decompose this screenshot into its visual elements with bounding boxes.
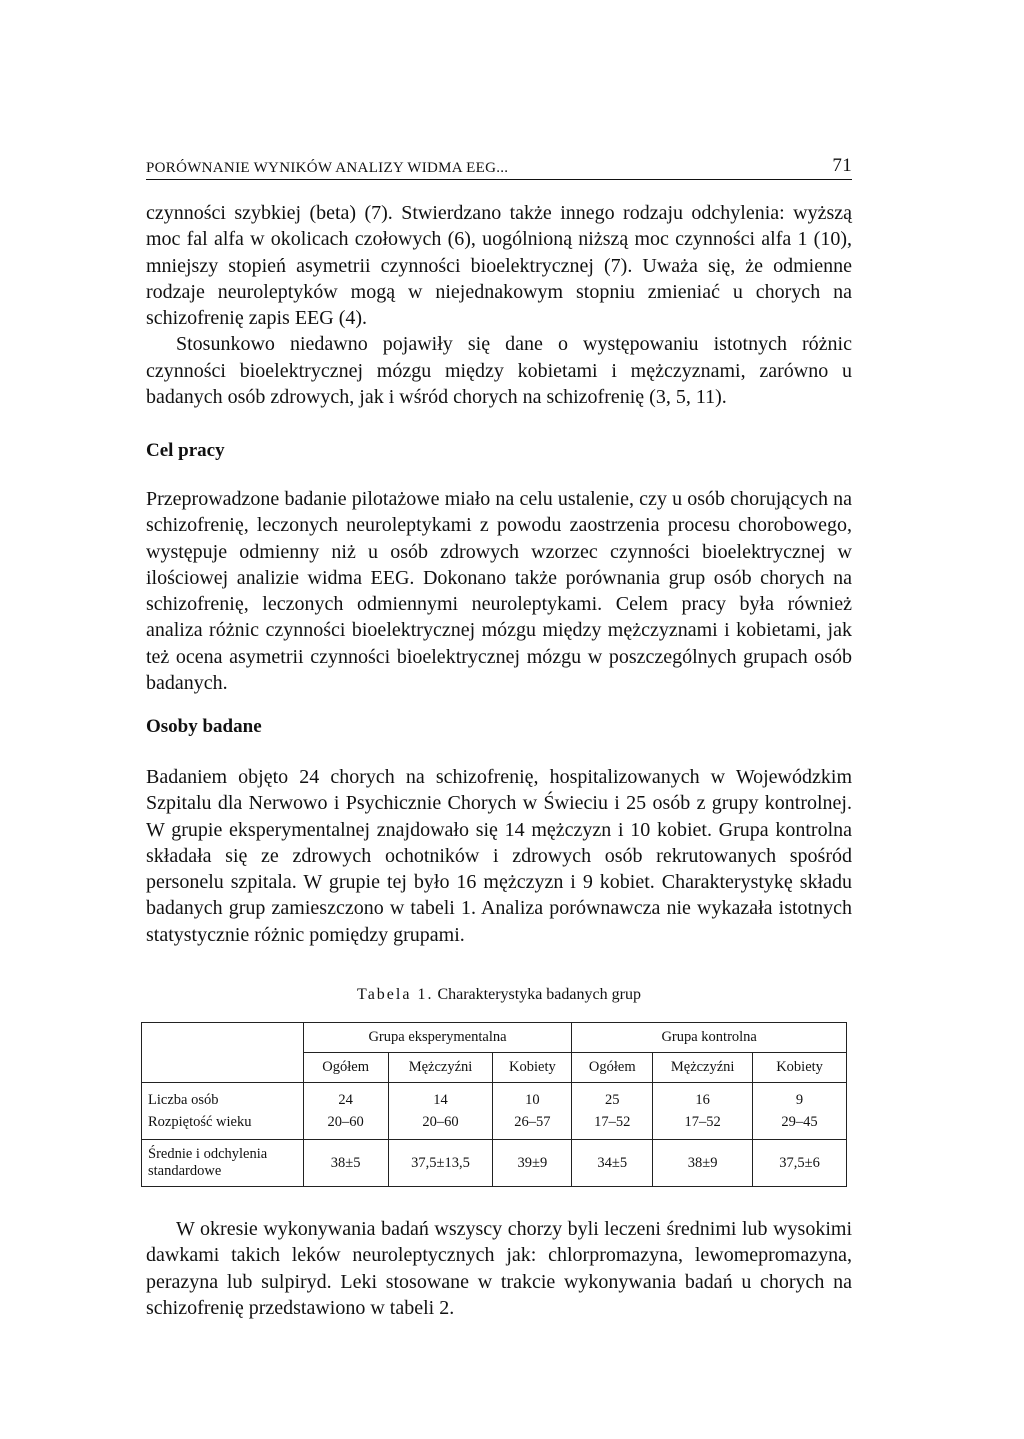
cell-value: 14 [433,1092,448,1108]
heading-aim: Cel pracy [146,440,225,461]
subjects-text [146,764,852,948]
caption-label: Tabela 1. [357,986,434,1003]
table-cell: 38±9 [653,1140,753,1187]
group-header-control: Grupa kontrolna [572,1023,847,1053]
table-row [142,1083,847,1140]
sub-header: Kobiety [493,1053,572,1083]
sub-header: Kobiety [753,1053,847,1083]
table-cell: 37,5±6 [753,1140,847,1187]
cell-value: 9 [795,1092,804,1108]
table-cell [493,1083,572,1140]
row-label-cell [142,1083,304,1140]
table-cell [303,1083,388,1140]
table-cell [753,1083,847,1140]
cell-value: 10 [525,1092,540,1108]
paragraph-aim: Przeprowadzone badanie pilotażowe miało na celu ustalenie, czy u osób chorujących na schizofrenię, leczonych neuroleptykami z powodu zaostrzenia procesu chorobowego, występuje odmienny niż u osób zdrowych wzorzec czynności bioelektrycznej w ilościowej analizie widma EEG. Dokonano także porównania grup osób chorych na schizofrenię, leczonych odmiennymi neuroleptykami. Celem pracy była również analiza różnic czynności bioelektrycznej mózgu między mężczyznami i kobietami, jak też ocena asymetrii czynności bioelektrycznej mózgu w poszczególnych grupach osób badanych. [146,488,852,695]
sub-header: Mężczyźni [653,1053,753,1083]
cell-value: 25 [605,1092,620,1108]
group-header-experimental: Grupa eksperymentalna [303,1023,572,1053]
paragraph-intro-2: Stosunkowo niedawno pojawiły się dane o występowaniu istotnych różnic czynności bioelektrycznej mózgu między kobietami i mężczyznami, zarówno u badanych osób zdrowych, jak i wśród chorych na schizofrenię (3, 5, 11). [146,333,852,409]
paragraph-subjects: Badaniem objęto 24 chorych na schizofrenię, hospitalizowanych w Wojewódzkim Szpitalu dla Nerwowo i Psychicznie Chorych w Świeciu i 25 osób z grupy kontrolnej. W grupie eksperymentalnej znajdowało się 14 mężczyzn i 10 kobiet. Grupa kontrolna składała się ze zdrowych ochotników i zdrowych osób rekrutowanych spośród personelu szpitala. W grupie tej było 16 mężczyzn i 9 kobiet. Charakterystykę składu badanych grup zamieszczono w tabeli 1. Analiza porównawcza nie wykazała istotnych statystycznie różnic pomiędzy grupami. [146,766,852,946]
table-caption [146,986,852,1004]
table-row [142,1140,847,1187]
table-cell: 34±5 [572,1140,653,1187]
cell-value: 17–52 [594,1114,631,1130]
paragraph-intro-1: czynności szybkiej (beta) (7). Stwierdzano także innego rodzaju odchylenia: wyższą moc fal alfa w okolicach czołowych (6), uogólnioną niższą moc czynności alfa 1 (10), mniejszy stopień asymetrii czynności bioelektrycznej (7). Uważa się, że odmienne rodzaje neuroleptyków mogą w niejednakowym stopniu zmieniać u chorych na schizofrenię zapis EEG (4). [146,202,852,330]
table-cell [572,1083,653,1140]
heading-subjects: Osoby badane [146,716,262,737]
sub-header: Ogółem [303,1053,388,1083]
cell-value: 17–52 [684,1114,721,1130]
running-header [146,155,852,180]
cell-value: 20–60 [327,1114,364,1130]
sub-header: Ogółem [572,1053,653,1083]
aim-text [146,486,852,696]
closing-text [146,1216,852,1321]
row-label: Średnie i odchylenia standardowe [142,1140,304,1187]
table-cell: 37,5±13,5 [388,1140,493,1187]
cell-value: 16 [695,1092,710,1108]
table-cell [388,1083,493,1140]
cell-value: 20–60 [422,1114,459,1130]
table-cell: 39±9 [493,1140,572,1187]
table-group-header-row [142,1023,847,1053]
table-cell: 38±5 [303,1140,388,1187]
caption-text: Charakterystyka badanych grup [437,986,641,1003]
cell-value: 26–57 [514,1114,551,1130]
table-cell [653,1083,753,1140]
page-number: 71 [832,155,852,176]
sub-header: Mężczyźni [388,1053,493,1083]
paragraph-closing: W okresie wykonywania badań wszyscy chorzy byli leczeni średnimi lub wysokimi dawkami takich leków neuroleptycznych jak: chlorpromazyna, lewomepromazyna, perazyna lub sulpiryd. Leki stosowane w trakcie wykonywania badań u chorych na schizofrenię przedstawiono w tabeli 2. [146,1218,852,1319]
intro-text [146,200,852,410]
running-title: PORÓWNANIE WYNIKÓW ANALIZY WIDMA EEG... [146,160,509,176]
table-group-characteristics [141,1022,847,1187]
cell-value: 24 [338,1092,353,1108]
row-label: Liczba osób [148,1092,219,1108]
cell-value: 29–45 [781,1114,818,1130]
row-label: Rozpiętość wieku [148,1114,252,1130]
table-corner-cell [142,1023,304,1083]
